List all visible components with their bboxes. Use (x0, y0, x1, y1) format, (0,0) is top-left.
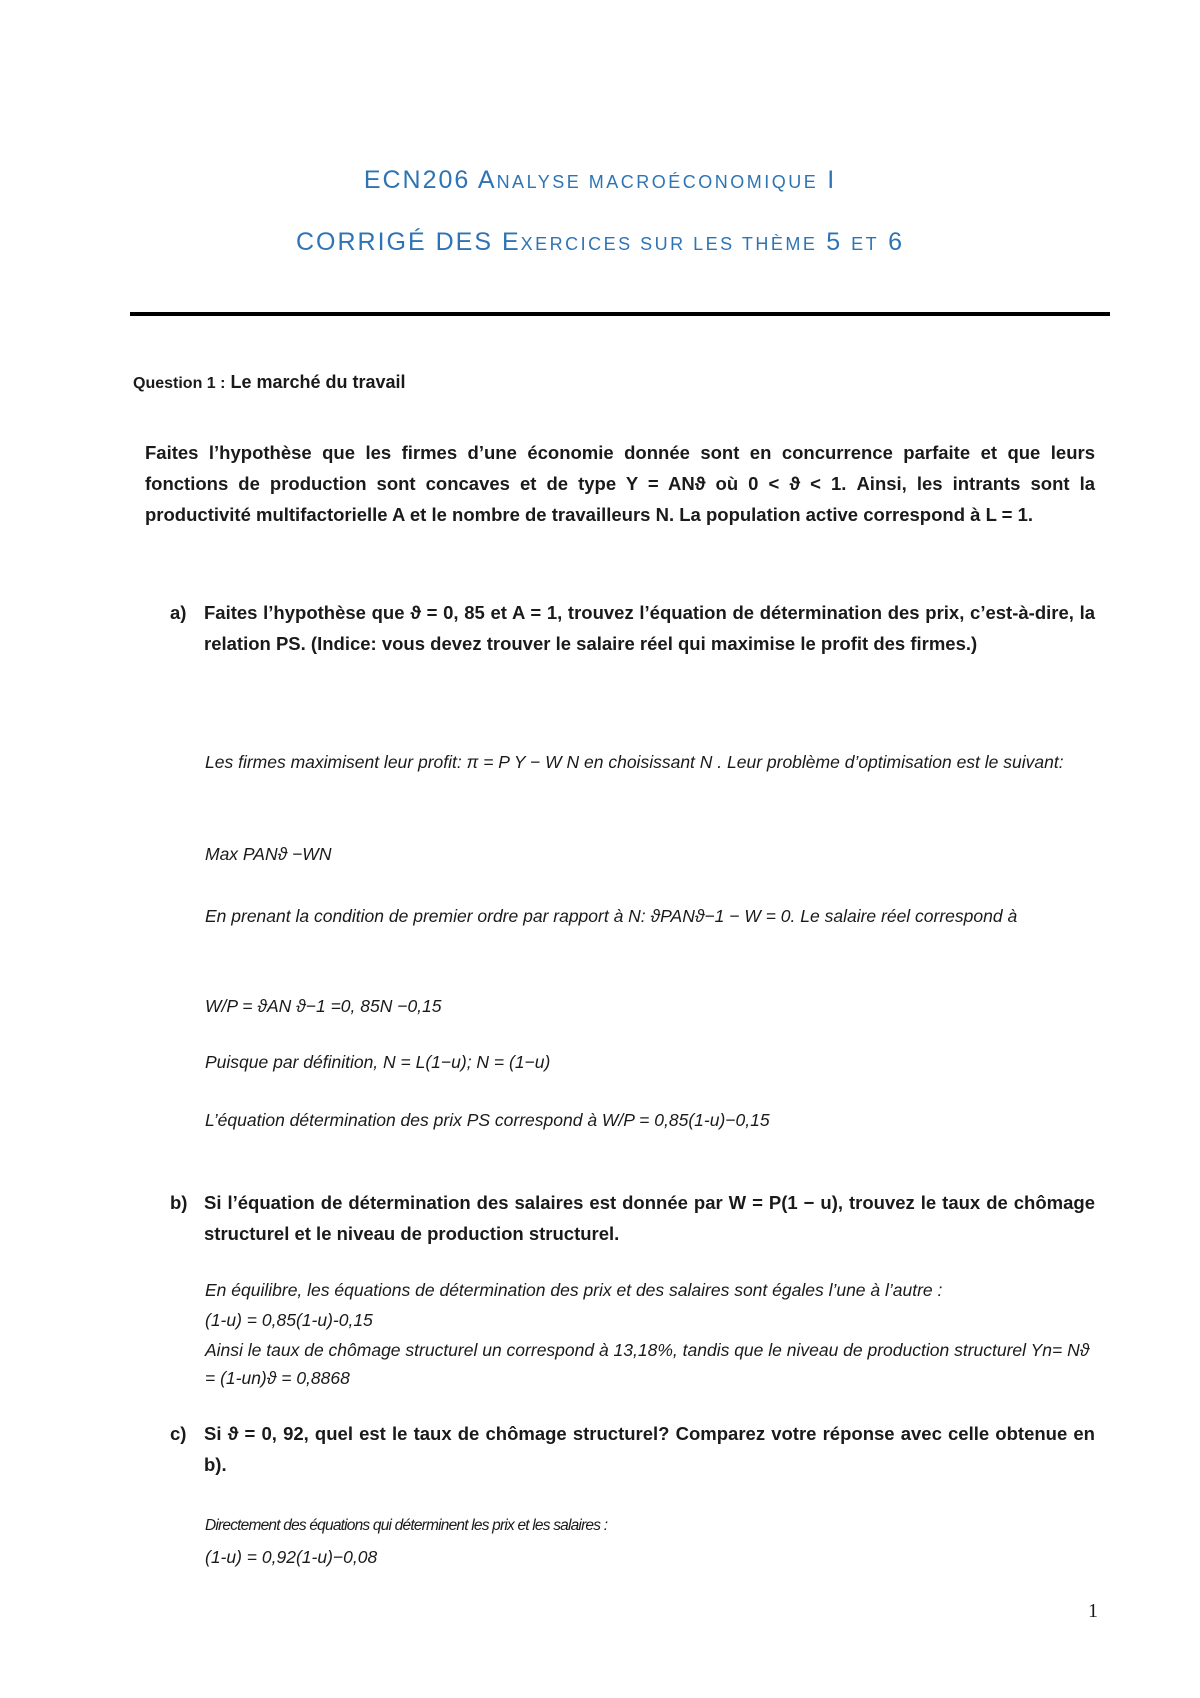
item-text: Si ϑ = 0, 92, quel est le taux de chômage structurel? Comparez votre réponse avec celle obtenue en b). (204, 1423, 1095, 1475)
question-item-c (170, 1418, 1095, 1480)
solution-a-line-4: W/P = ϑAN ϑ−1 =0, 85N −0,15 (205, 996, 442, 1016)
question-item-b (170, 1187, 1095, 1249)
question-item-a (170, 597, 1095, 659)
solution-c-line-2: (1-u) = 0,92(1-u)−0,08 (205, 1547, 378, 1567)
item-marker: c) (170, 1423, 187, 1444)
item-text: Faites l’hypothèse que ϑ = 0, 85 et A = 1, trouvez l’équation de détermination des prix, c’est-à-dire, la relation PS. (Indice: vous devez trouver le salaire réel qui maximise le profit des firmes.) (204, 602, 1095, 654)
page-number: 1 (1088, 1600, 1098, 1622)
solution-c-line-1: Directement des équations qui déterminent les prix et les salaires : (205, 1517, 608, 1534)
solution-a-line-3: En prenant la condition de premier ordre par rapport à N: ϑPANϑ−1 − W = 0. Le salaire réel correspond à (205, 906, 1018, 926)
solution-b-line-2: (1-u) = 0,85(1-u)-0,15 (205, 1310, 373, 1330)
solution-a-line-2: Max PANϑ −WN (205, 844, 332, 864)
question-intro: Faites l’hypothèse que les firmes d’une économie donnée sont en concurrence parfaite et que leurs fonctions de production sont concaves et de type Y = ANϑ où 0 < ϑ < 1. Ainsi, les intrants sont la productivité multifactorielle A et le nombre de travailleurs N. La population active correspond à L = 1. (145, 442, 1095, 525)
item-text: Si l’équation de détermination des salaires est donnée par W = P(1 − u), trouvez le taux de chômage structurel et le niveau de production structurel. (204, 1192, 1095, 1244)
solution-b-line-1: En équilibre, les équations de détermination des prix et des salaires sont égales l’une à l’autre : (205, 1280, 943, 1300)
item-marker: a) (170, 602, 187, 623)
solution-a-line-5: Puisque par définition, N = L(1−u); N = (1−u) (205, 1052, 551, 1072)
course-title: ECN206 ANALYSE MACROÉCONOMIQUE I (363, 166, 837, 194)
solution-a-line-1: Les firmes maximisent leur profit: π = P Y − W N en choisissant N . Leur problème d’optimisation est le suivant: (205, 752, 1064, 772)
solution-a-line-6: L’équation détermination des prix PS correspond à W/P = 0,85(1-u)−0,15 (205, 1110, 770, 1130)
question-heading: Question 1 : Le marché du travail (133, 372, 406, 392)
item-marker: b) (170, 1192, 188, 1213)
solution-b-line-3: Ainsi le taux de chômage structurel un correspond à 13,18%, tandis que le niveau de production structurel Yn= Nϑ = (1-un)ϑ = 0,8868 (205, 1340, 1090, 1388)
document-subtitle: CORRIGÉ DES EXERCICES SUR LES THÈME 5 ET 6 (295, 228, 905, 256)
header-divider (130, 312, 1110, 316)
